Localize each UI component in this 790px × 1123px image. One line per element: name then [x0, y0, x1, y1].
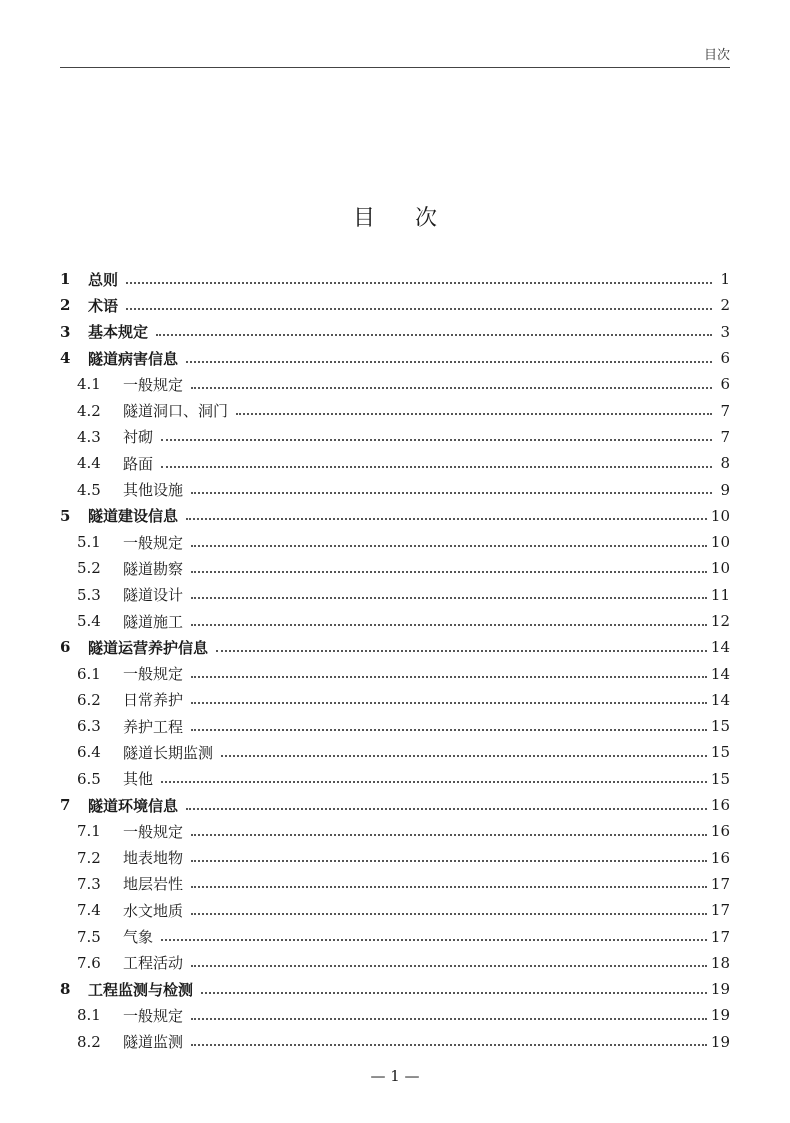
- toc-entry-title: 水文地质: [123, 901, 184, 920]
- toc-entry[interactable]: [60, 345, 730, 371]
- toc-entry-title: 隧道设计: [123, 586, 184, 605]
- toc-entry-title: 总则: [88, 270, 119, 289]
- toc-entry-title: 一般规定: [123, 1006, 184, 1025]
- toc-entry-page: 17: [710, 901, 730, 920]
- toc-dot-leader: [126, 307, 712, 310]
- toc-entry[interactable]: [60, 371, 730, 397]
- toc-entry[interactable]: [60, 792, 730, 818]
- toc-entry-title: 隧道勘察: [123, 559, 184, 578]
- toc-dot-leader: [191, 1043, 707, 1046]
- toc-entry-number: 7.4: [77, 901, 101, 920]
- toc-dot-leader: [191, 544, 707, 547]
- toc-entry-number: 3: [60, 322, 71, 341]
- toc-entry-title: 隧道洞口、洞门: [123, 402, 229, 421]
- toc-entry-number: 8.1: [77, 1006, 101, 1025]
- toc-entry-page: 6: [720, 375, 730, 394]
- toc-entry-title: 隧道运营养护信息: [88, 638, 209, 657]
- toc-entry-title: 日常养护: [123, 691, 184, 710]
- toc-entry-page: 17: [710, 874, 730, 893]
- toc-dot-leader: [201, 991, 707, 994]
- toc-entry[interactable]: [60, 660, 730, 686]
- toc-entry[interactable]: [60, 845, 730, 871]
- toc-entry-title: 术语: [88, 296, 119, 315]
- toc-dot-leader: [191, 728, 707, 731]
- toc-entry-number: 2: [60, 296, 71, 315]
- toc-entry-title: 衬砌: [123, 428, 154, 447]
- toc-entry-number: 4.1: [77, 375, 101, 394]
- toc-dot-leader: [126, 281, 712, 284]
- toc-entry[interactable]: [60, 476, 730, 502]
- toc-entry-number: 4.3: [77, 427, 101, 446]
- toc-entry-title: 基本规定: [88, 323, 149, 342]
- toc-entry-number: 6.3: [77, 717, 101, 736]
- toc-dot-leader: [186, 807, 707, 810]
- toc-entry-number: 4.5: [77, 480, 101, 499]
- toc-entry-title: 地层岩性: [123, 875, 184, 894]
- toc-dot-leader: [191, 491, 712, 494]
- toc-entry[interactable]: [60, 818, 730, 844]
- toc-entry-page: 10: [710, 533, 730, 552]
- header-divider: [60, 67, 730, 68]
- toc-entry-number: 5.2: [77, 559, 101, 578]
- toc-entry-page: 14: [710, 638, 730, 657]
- toc-entry-title: 气象: [123, 928, 154, 947]
- page-number: — 1 —: [370, 1067, 420, 1085]
- toc-entry-number: 6.5: [77, 769, 101, 788]
- page-title: 目次: [352, 205, 477, 231]
- toc-entry-number: 5: [60, 506, 71, 525]
- toc-entry[interactable]: [60, 450, 730, 476]
- toc-entry-title: 其他: [123, 770, 154, 789]
- toc-entry-title: 隧道建设信息: [88, 507, 179, 526]
- toc-entry-number: 6: [60, 638, 71, 657]
- toc-entry-title: 工程活动: [123, 954, 184, 973]
- toc-entry-page: 19: [710, 980, 730, 999]
- toc-entry-title: 隧道长期监测: [123, 743, 214, 762]
- toc-entry-page: 19: [710, 1006, 730, 1025]
- toc-entry-number: 6.1: [77, 664, 101, 683]
- toc-entry-number: 4.4: [77, 454, 101, 473]
- toc-entry[interactable]: [60, 713, 730, 739]
- toc-entry-number: 5.1: [77, 533, 101, 552]
- toc-entry[interactable]: [60, 634, 730, 660]
- toc-entry-page: 7: [720, 427, 730, 446]
- toc-dot-leader: [191, 885, 707, 888]
- toc-entry-title: 地表地物: [123, 849, 184, 868]
- toc-entry-page: 6: [720, 349, 730, 368]
- toc-entry-number: 7.6: [77, 953, 101, 972]
- toc-entry[interactable]: [60, 555, 730, 581]
- toc-entry-title: 一般规定: [123, 665, 184, 684]
- toc-entry-title: 一般规定: [123, 375, 184, 394]
- toc-dot-leader: [191, 1017, 707, 1020]
- toc-entry-title: 一般规定: [123, 533, 184, 552]
- toc-entry[interactable]: [60, 923, 730, 949]
- toc-entry-number: 4.2: [77, 401, 101, 420]
- toc-entry-number: 7.5: [77, 927, 101, 946]
- toc-entry-page: 8: [720, 454, 730, 473]
- running-header: 目次: [703, 48, 730, 63]
- toc-entry-title: 隧道病害信息: [88, 349, 179, 368]
- toc-entry-number: 7.2: [77, 848, 101, 867]
- toc-entry-page: 10: [710, 559, 730, 578]
- toc-dot-leader: [161, 438, 712, 441]
- toc-entry-title: 隧道施工: [123, 612, 184, 631]
- toc-entry[interactable]: [60, 871, 730, 897]
- toc-dot-leader: [191, 964, 707, 967]
- toc-entry[interactable]: [60, 897, 730, 923]
- toc-entry-page: 14: [710, 664, 730, 683]
- toc-entry-page: 1: [720, 270, 730, 289]
- toc-dot-leader: [191, 570, 707, 573]
- toc-entry-number: 4: [60, 349, 71, 368]
- toc-dot-leader: [191, 596, 707, 599]
- toc-dot-leader: [191, 701, 707, 704]
- toc-entry[interactable]: [60, 424, 730, 450]
- toc-dot-leader: [186, 360, 712, 363]
- toc-dot-leader: [221, 754, 707, 757]
- toc-entry-title: 路面: [123, 454, 154, 473]
- toc-entry-page: 17: [710, 927, 730, 946]
- toc-entry-page: 11: [710, 585, 730, 604]
- toc-entry[interactable]: [60, 739, 730, 765]
- toc-dot-leader: [191, 912, 707, 915]
- toc-entry-title: 其他设施: [123, 481, 184, 500]
- toc-dot-leader: [236, 412, 712, 415]
- toc-entry-number: 6.2: [77, 690, 101, 709]
- toc-entry-number: 7.3: [77, 874, 101, 893]
- toc-dot-leader: [161, 780, 707, 783]
- toc-entry-page: 14: [710, 690, 730, 709]
- toc-entry-number: 8.2: [77, 1032, 101, 1051]
- toc-dot-leader: [161, 465, 712, 468]
- toc-entry-number: 1: [60, 270, 71, 289]
- toc-entry[interactable]: [60, 687, 730, 713]
- table-of-contents: [60, 266, 730, 1055]
- toc-entry[interactable]: [60, 608, 730, 634]
- toc-entry[interactable]: [60, 976, 730, 1002]
- toc-entry[interactable]: [60, 766, 730, 792]
- toc-entry-title: 工程监测与检测: [88, 980, 194, 999]
- toc-entry-page: 16: [710, 796, 730, 815]
- toc-entry-number: 5.3: [77, 585, 101, 604]
- toc-entry-title: 一般规定: [123, 822, 184, 841]
- toc-entry-number: 5.4: [77, 612, 101, 630]
- toc-entry-page: 16: [710, 822, 730, 841]
- toc-entry-page: 15: [710, 717, 730, 736]
- toc-entry[interactable]: [60, 292, 730, 318]
- toc-entry[interactable]: [60, 582, 730, 608]
- toc-dot-leader: [216, 649, 707, 652]
- toc-entry-number: 6.4: [77, 743, 101, 762]
- toc-entry-number: 7.1: [77, 822, 101, 841]
- toc-dot-leader: [191, 859, 707, 862]
- toc-entry[interactable]: [60, 950, 730, 976]
- toc-dot-leader: [156, 333, 712, 336]
- toc-entry-page: 2: [720, 296, 730, 315]
- toc-dot-leader: [191, 833, 707, 836]
- toc-dot-leader: [191, 623, 707, 626]
- toc-entry-page: 19: [710, 1032, 730, 1051]
- toc-entry-page: 3: [720, 322, 730, 341]
- toc-entry-number: 7: [60, 796, 71, 815]
- toc-entry-page: 15: [710, 743, 730, 762]
- toc-entry-title: 隧道环境信息: [88, 796, 179, 815]
- toc-dot-leader: [186, 517, 707, 520]
- toc-entry-page: 12: [710, 612, 730, 630]
- toc-entry-number: 8: [60, 980, 71, 999]
- toc-entry-page: 7: [720, 401, 730, 420]
- toc-entry[interactable]: [60, 503, 730, 529]
- toc-dot-leader: [191, 675, 707, 678]
- toc-entry[interactable]: [60, 529, 730, 555]
- toc-entry[interactable]: [60, 319, 730, 345]
- toc-entry[interactable]: [60, 1029, 730, 1055]
- toc-dot-leader: [161, 938, 707, 941]
- toc-entry-page: 9: [720, 480, 730, 499]
- toc-dot-leader: [191, 386, 712, 389]
- toc-entry-page: 15: [710, 769, 730, 788]
- toc-entry[interactable]: [60, 266, 730, 292]
- toc-entry[interactable]: [60, 397, 730, 423]
- toc-entry-page: 10: [710, 506, 730, 525]
- toc-entry-title: 养护工程: [123, 717, 184, 736]
- toc-entry[interactable]: [60, 1002, 730, 1028]
- toc-entry-page: 18: [710, 953, 730, 972]
- toc-entry-title: 隧道监测: [123, 1033, 184, 1052]
- toc-entry-page: 16: [710, 848, 730, 867]
